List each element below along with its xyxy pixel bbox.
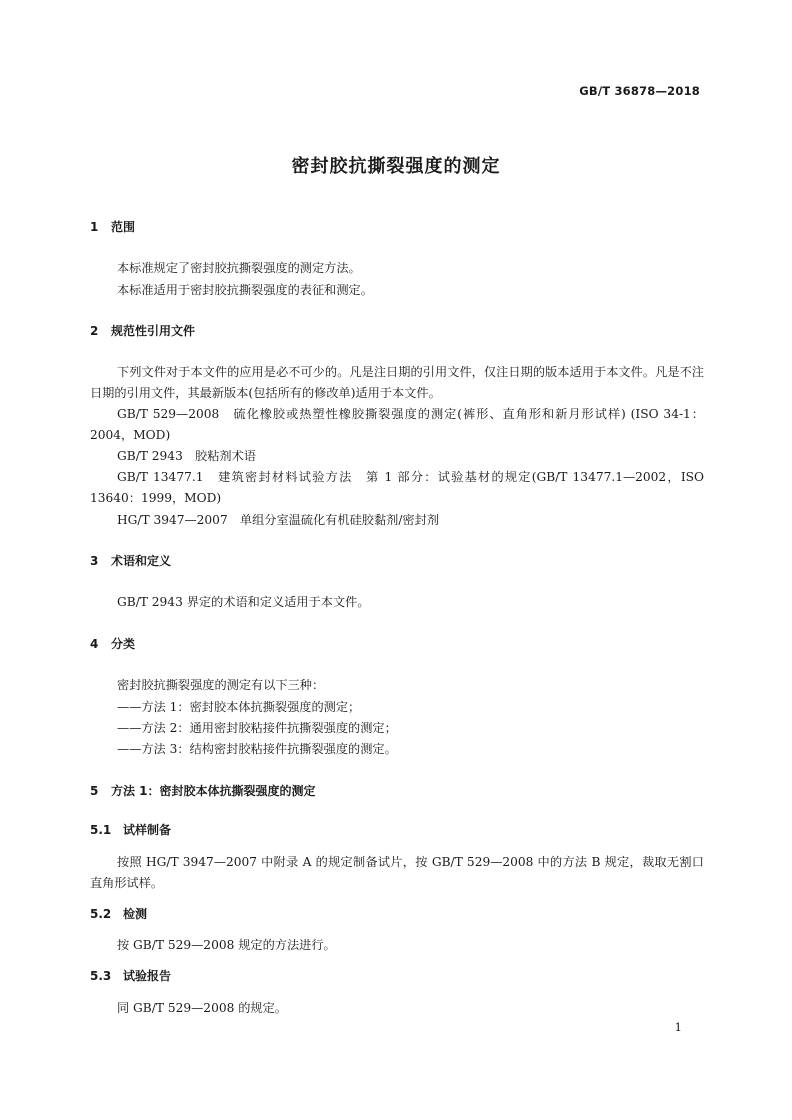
paragraph: 同 GB/T 529—2008 的规定。 xyxy=(117,1001,287,1015)
subsection-5-3-heading xyxy=(90,968,171,984)
paragraph: GB/T 2943 界定的术语和定义适用于本文件。 xyxy=(117,595,370,609)
document-title: 密封胶抗撕裂强度的测定 xyxy=(291,156,501,177)
subsection-number: 5.3 xyxy=(90,969,112,983)
section-title: 方法 1：密封胶本体抗撕裂强度的测定 xyxy=(111,784,316,798)
paragraph: 本标准适用于密封胶抗撕裂强度的表征和测定。 xyxy=(117,283,373,297)
subsection-title: 检测 xyxy=(123,907,148,921)
reference-item: GB/T 2943 胶粘剂术语 xyxy=(117,449,256,463)
paragraph: 按 GB/T 529—2008 规定的方法进行。 xyxy=(117,938,336,952)
paragraph: 按照 HG/T 3947—2007 中附录 A 的规定制备试片，按 GB/T 529—2008 中的方法 B 规定，裁取无割口直角形试样。 xyxy=(90,855,704,890)
reference-item: GB/T 529—2008 硫化橡胶或热塑性橡胶撕裂强度的测定(裤形、直角形和新月形试样) (ISO 34-1：2004，MOD) xyxy=(90,407,704,442)
subsection-title: 试验报告 xyxy=(123,969,172,983)
reference-item: HG/T 3947—2007 单组分室温硫化有机硅胶黏剂/密封剂 xyxy=(117,513,439,527)
section-number: 2 xyxy=(90,324,99,338)
section-5-heading xyxy=(90,783,316,799)
subsection-number: 5.1 xyxy=(90,823,112,837)
section-1-heading xyxy=(90,219,135,235)
subsection-5-2-heading xyxy=(90,906,147,922)
reference-item: GB/T 13477.1 建筑密封材料试验方法 第 1 部分：试验基材的规定(GB/T 13477.1—2002，ISO 13640：1999，MOD) xyxy=(90,470,704,505)
section-title: 规范性引用文件 xyxy=(111,324,196,338)
section-number: 5 xyxy=(90,784,99,798)
page-number: 1 xyxy=(674,1020,682,1034)
section-number: 4 xyxy=(90,637,99,651)
paragraph: 下列文件对于本文件的应用是必不可少的。凡是注日期的引用文件，仅注日期的版本适用于本文件。凡是不注日期的引用文件，其最新版本(包括所有的修改单)适用于本文件。 xyxy=(90,365,704,400)
section-title: 术语和定义 xyxy=(111,554,172,568)
list-item: ——方法 1：密封胶本体抗撕裂强度的测定； xyxy=(117,700,361,714)
list-item: ——方法 2：通用密封胶粘接件抗撕裂强度的测定； xyxy=(117,721,397,735)
subsection-title: 试样制备 xyxy=(123,823,172,837)
section-number: 1 xyxy=(90,220,99,234)
list-item: ——方法 3：结构密封胶粘接件抗撕裂强度的测定。 xyxy=(117,742,397,756)
subsection-5-1-heading xyxy=(90,822,171,838)
section-title: 分类 xyxy=(111,637,136,651)
section-3-heading xyxy=(90,553,171,569)
section-2-heading xyxy=(90,323,195,339)
section-4-heading xyxy=(90,636,135,652)
subsection-number: 5.2 xyxy=(90,907,112,921)
section-number: 3 xyxy=(90,554,99,568)
paragraph: 密封胶抗撕裂强度的测定有以下三种： xyxy=(117,678,325,692)
paragraph: 本标准规定了密封胶抗撕裂强度的测定方法。 xyxy=(117,261,361,275)
section-title: 范围 xyxy=(111,220,136,234)
standard-code: GB/T 36878—2018 xyxy=(579,84,700,98)
